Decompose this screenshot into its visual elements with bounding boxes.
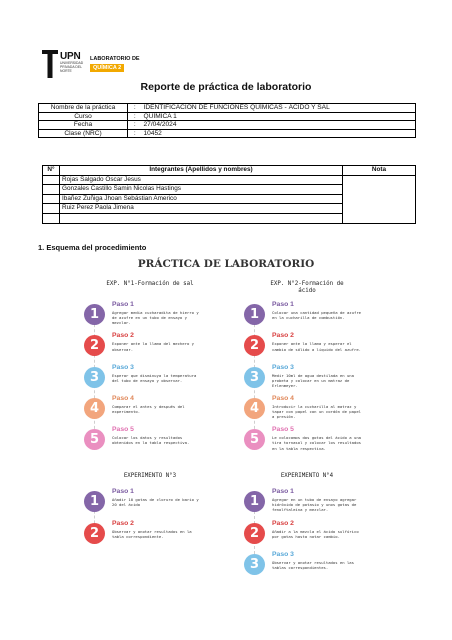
procedure-step (244, 363, 444, 397)
step-title: Paso 1 (272, 488, 294, 495)
step-description: Añadir 10 gotas de cloruro de bario y 20 del ácido (112, 497, 199, 508)
step-description: Medir 10ml de agua destilada en una probeta y colocar en un matraz de Erlenmeyer. (272, 372, 354, 388)
info-separator: : (128, 121, 142, 130)
step-title: Paso 3 (112, 363, 134, 371)
step-number-badge: 4 (244, 398, 265, 419)
info-value: 27/04/2024 (142, 121, 416, 130)
info-label: Clase (NRC) (39, 129, 128, 138)
step-description: Exponer ante la llama del mechero y observar. (112, 341, 194, 352)
step-number-badge: 1 (84, 491, 105, 512)
col-header-members: Integrantes (Apellidos y nombres) (60, 166, 343, 176)
info-label: Curso (39, 112, 128, 121)
info-label: Fecha (39, 121, 128, 130)
experiment-title: EXP. N°2-Formación de ácido (270, 281, 344, 294)
upn-emblem-icon (42, 50, 58, 78)
step-description: Comparar el antes y después del experimento. (112, 403, 185, 415)
procedure-step (244, 519, 444, 553)
upn-logo (42, 50, 140, 80)
step-description: Colocar los datos y resultados obtenidos en la tabla respectiva. (112, 435, 190, 446)
step-title: Paso 1 (272, 301, 294, 308)
table-row (43, 175, 416, 185)
report-title: Reporte de práctica de laboratorio (140, 81, 312, 93)
step-title: Paso 3 (272, 551, 294, 558)
lab-label: LABORATORIO DE (90, 56, 140, 62)
step-description: Observar y anotar resultados en la tabla correspondiente. (112, 528, 192, 539)
step-description: Colocar una cantidad pequeña de azufre en la cucharilla de combustión. (272, 310, 362, 321)
members-table (42, 165, 416, 224)
lab-tag: QUÍMICA 2 (90, 64, 124, 72)
experiment-title: EXPERIMENTO N°3 (123, 473, 177, 479)
procedure-step (244, 551, 444, 584)
infographic-title: PRÁCTICA DE LABORATORIO (137, 258, 315, 270)
info-value: IDENTIFICACIÓN DE FUNCIONES QUÍMICAS - ÁCIDO Y SAL (142, 104, 416, 113)
step-number-badge: 5 (84, 429, 105, 450)
step-number-badge: 1 (244, 304, 265, 325)
section-heading: 1. Esquema del procedimiento (38, 243, 147, 252)
step-description: Le colocamos dos gotas del ácido a una tira tornasol y colocar los resultados en la tabla respectiva. (272, 435, 362, 451)
info-table (38, 103, 416, 138)
member-name: Gonzales Castillo Samin Nicolas Hastings (60, 185, 343, 195)
procedure-step (244, 332, 444, 365)
step-title: Paso 2 (272, 332, 294, 340)
step-number-badge: 1 (84, 304, 105, 325)
step-description: Introducir la cucharilla al matraz y tapar con papel con un cordón de papel a presión. (272, 403, 362, 420)
step-number-badge: 2 (244, 335, 265, 356)
col-header-number: N° (43, 166, 60, 176)
step-title: Paso 2 (112, 519, 134, 527)
step-description: Agregar en un tubo de ensayo agregar hidróxido de potasio y unos gotas de fenolftaleína y mezclar. (272, 497, 357, 513)
step-number-badge: 4 (84, 398, 105, 419)
step-number-badge: 2 (84, 335, 105, 356)
step-title: Paso 4 (112, 394, 134, 402)
step-number-badge: 1 (244, 491, 265, 512)
member-name: Ruiz Perez Paola Jimena (60, 204, 343, 214)
logo-subtitle: UNIVERSIDAD PRIVADA DEL NORTE (60, 61, 84, 73)
procedure-step (244, 426, 444, 459)
step-number-badge: 3 (84, 367, 105, 388)
step-title: Paso 4 (272, 394, 294, 402)
info-row (39, 112, 416, 121)
step-description: Exponer ante la llama y esperar el cambio de sólido a líquido del azufre. (272, 341, 362, 352)
step-title: Paso 2 (272, 519, 294, 527)
member-name (60, 213, 343, 223)
step-number-badge: 3 (244, 367, 265, 388)
member-number (43, 175, 60, 185)
procedure-step (244, 301, 444, 334)
member-name: Rojas Salgado Oscar Jesus (60, 175, 343, 185)
experiment-title: EXPERIMENTO N°4 (280, 473, 334, 479)
info-label: Nombre de la práctica (39, 104, 128, 113)
member-number (43, 213, 60, 223)
step-number-badge: 5 (244, 429, 265, 450)
procedure-step (244, 488, 444, 521)
step-title: Paso 2 (112, 332, 134, 340)
info-separator: : (128, 129, 142, 138)
step-description: Esperar que disminuya la temperatura del tubo de ensayo y observar. (112, 372, 197, 383)
logo-text: UPN (60, 51, 81, 62)
member-name: Ibañez Zuñiga Jhoan Sebástian Americo (60, 194, 343, 204)
step-title: Paso 5 (272, 426, 294, 434)
grade-cell (343, 175, 416, 223)
info-row (39, 129, 416, 138)
step-title: Paso 1 (112, 488, 134, 495)
experiment-title: EXP. N°1-Formación de sal (106, 281, 194, 287)
info-row (39, 121, 416, 130)
info-row (39, 104, 416, 113)
step-number-badge: 2 (84, 523, 105, 544)
member-number (43, 194, 60, 204)
col-header-grade: Nota (343, 166, 416, 176)
step-description: Observar y anotar resultados en las tablas correspondientes. (272, 560, 354, 571)
procedure-step (244, 394, 444, 428)
step-number-badge: 2 (244, 523, 265, 544)
member-number (43, 185, 60, 195)
step-number-badge: 3 (244, 554, 265, 575)
step-title: Paso 5 (112, 426, 134, 434)
step-title: Paso 1 (112, 301, 134, 308)
step-description: Añadir a la mezcla el ácido sulfúrico por gotas hasta notar cambio. (272, 528, 359, 539)
info-value: QUÍMICA 1 (142, 112, 416, 121)
member-number (43, 204, 60, 214)
step-description: Agregar media cucharadita de hierro y de azufre en un tubo de ensayo y mezclar. (112, 310, 199, 326)
info-separator: : (128, 104, 142, 113)
step-title: Paso 3 (272, 363, 294, 371)
info-value: 10452 (142, 129, 416, 138)
info-separator: : (128, 112, 142, 121)
